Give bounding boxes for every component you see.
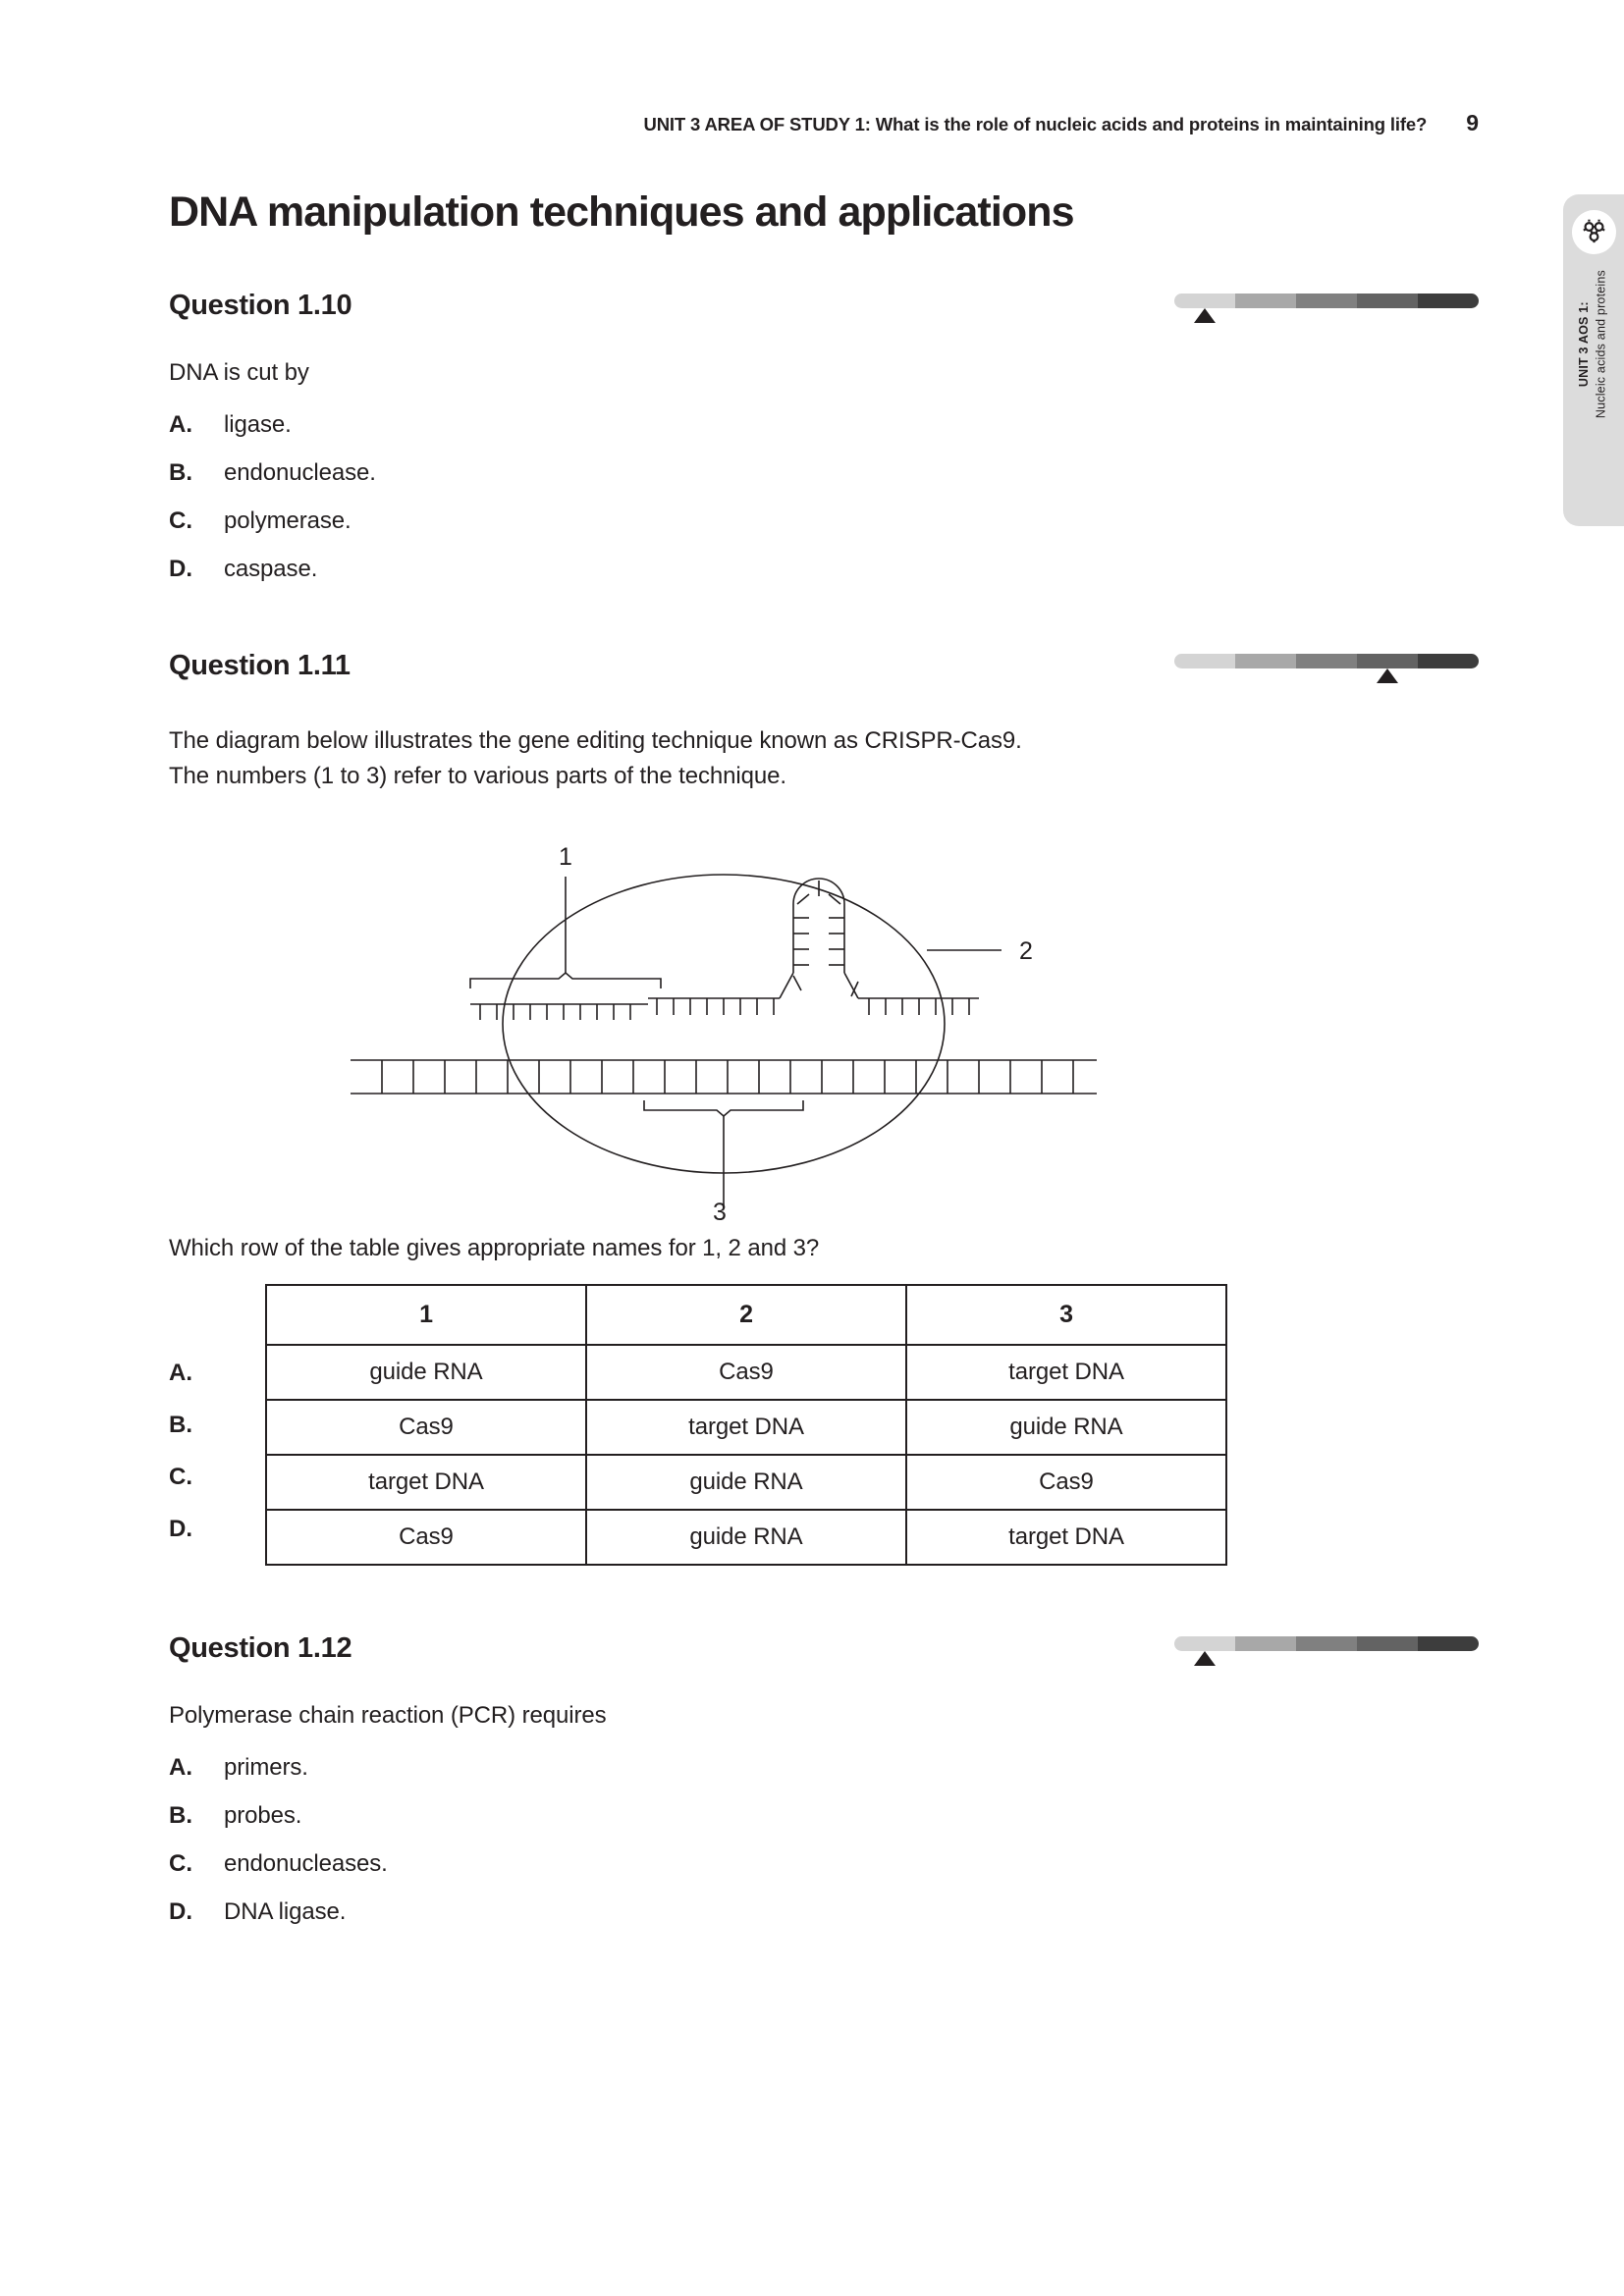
option-letter: C. — [169, 1850, 192, 1878]
option-text: caspase. — [224, 556, 318, 583]
difficulty-marker — [1194, 308, 1216, 323]
label-1-brace — [470, 973, 661, 988]
option-letter: D. — [169, 1898, 192, 1926]
difficulty-segment-1 — [1174, 1636, 1235, 1651]
option-text: primers. — [224, 1754, 308, 1782]
answer-table — [265, 1284, 1227, 1566]
option-letter: B. — [169, 459, 192, 487]
question-1-11 — [169, 650, 1455, 1566]
question-1-10-heading: Question 1.10 — [169, 290, 352, 322]
table-cell: Cas9 — [586, 1345, 906, 1400]
difficulty-segment-3 — [1296, 654, 1357, 668]
question-1-11-table-prompt: Which row of the table gives appropriate names for 1, 2 and 3? — [169, 1235, 820, 1262]
question-1-10 — [169, 290, 1455, 583]
option-row[interactable] — [169, 1802, 1455, 1830]
difficulty-marker — [1377, 668, 1398, 683]
table-row[interactable] — [266, 1455, 1226, 1510]
option-letter: B. — [169, 1802, 192, 1830]
table-cell: guide RNA — [586, 1510, 906, 1565]
grna-mid-ticks — [657, 998, 774, 1015]
question-1-11-heading: Question 1.11 — [169, 650, 351, 682]
table-cell: Cas9 — [266, 1400, 586, 1455]
option-row[interactable] — [169, 1898, 1455, 1926]
table-row-label-a: A. — [169, 1360, 192, 1387]
table-row-label-b: B. — [169, 1412, 192, 1439]
table-row-label-d: D. — [169, 1516, 192, 1543]
option-text: polymerase. — [224, 507, 352, 535]
table-cell: target DNA — [586, 1400, 906, 1455]
option-row[interactable] — [169, 411, 1455, 439]
figure-label-1: 1 — [559, 843, 572, 872]
hairpin-ticks-left — [793, 894, 809, 965]
table-row[interactable] — [266, 1400, 1226, 1455]
running-head-title: UNIT 3 AREA OF STUDY 1: What is the role of nucleic acids and proteins in maintaining life? — [643, 114, 1428, 134]
difficulty-segment-4 — [1357, 654, 1418, 668]
difficulty-segment-5 — [1418, 654, 1479, 668]
option-letter: C. — [169, 507, 192, 535]
question-1-12-heading: Question 1.12 — [169, 1632, 352, 1665]
table-row-label-c: C. — [169, 1464, 192, 1491]
crispr-cas9-figure — [169, 816, 1455, 1227]
question-1-10-options — [169, 411, 1455, 583]
answer-table-wrapper — [169, 1284, 1455, 1566]
option-row[interactable] — [169, 507, 1455, 535]
difficulty-bar — [1174, 294, 1479, 308]
difficulty-segment-2 — [1235, 654, 1296, 668]
table-header-cell: 1 — [266, 1285, 586, 1345]
difficulty-segment-3 — [1296, 294, 1357, 308]
question-1-11-stem-line-2: The numbers (1 to 3) refer to various parts of the technique. — [169, 763, 786, 790]
table-cell: target DNA — [906, 1345, 1226, 1400]
side-tab-text — [1577, 270, 1609, 418]
difficulty-bar — [1174, 654, 1479, 668]
difficulty-meter-1-10 — [1174, 294, 1479, 323]
side-tab-topic-label: Nucleic acids and proteins — [1595, 270, 1608, 419]
page-content — [169, 0, 1455, 1926]
table-header-row — [266, 1285, 1226, 1345]
table-row[interactable] — [266, 1510, 1226, 1565]
option-text: probes. — [224, 1802, 302, 1830]
difficulty-segment-2 — [1235, 294, 1296, 308]
table-cell: Cas9 — [266, 1510, 586, 1565]
table-row[interactable] — [266, 1345, 1226, 1400]
question-1-12-options — [169, 1754, 1455, 1926]
table-header-cell: 3 — [906, 1285, 1226, 1345]
question-1-10-stem: DNA is cut by — [169, 359, 309, 387]
table-header-cell: 2 — [586, 1285, 906, 1345]
difficulty-segment-1 — [1174, 294, 1235, 308]
difficulty-segment-1 — [1174, 654, 1235, 668]
difficulty-segment-5 — [1418, 1636, 1479, 1651]
table-cell: guide RNA — [906, 1400, 1226, 1455]
table-cell: target DNA — [906, 1510, 1226, 1565]
option-text: endonucleases. — [224, 1850, 388, 1878]
option-row[interactable] — [169, 1850, 1455, 1878]
option-text: endonuclease. — [224, 459, 376, 487]
grna-left-junction-tick — [793, 976, 801, 990]
grna-left-junction — [780, 973, 793, 998]
difficulty-marker — [1194, 1651, 1216, 1666]
difficulty-segment-2 — [1235, 1636, 1296, 1651]
hairpin-ticks-right — [829, 894, 844, 965]
table-cell: guide RNA — [586, 1455, 906, 1510]
page-number: 9 — [1466, 110, 1479, 135]
table-cell: Cas9 — [906, 1455, 1226, 1510]
molecule-icon — [1581, 219, 1607, 245]
dna-rungs — [382, 1060, 1073, 1094]
page-title: DNA manipulation techniques and applications — [169, 188, 1074, 236]
grna-right-ticks — [869, 998, 969, 1015]
difficulty-bar — [1174, 1636, 1479, 1651]
option-letter: D. — [169, 556, 192, 583]
option-row[interactable] — [169, 556, 1455, 583]
difficulty-meter-1-12 — [1174, 1636, 1479, 1666]
question-1-12 — [169, 1632, 1455, 1926]
option-letter: A. — [169, 1754, 192, 1782]
figure-label-2: 2 — [1019, 937, 1033, 966]
crispr-cas9-svg — [169, 816, 1455, 1208]
figure-label-3: 3 — [713, 1199, 727, 1227]
question-1-11-stem-line-1: The diagram below illustrates the gene editing technique known as CRISPR-Cas9. — [169, 727, 1022, 755]
difficulty-segment-4 — [1357, 1636, 1418, 1651]
option-row[interactable] — [169, 1754, 1455, 1782]
label-3-brace — [644, 1100, 803, 1116]
difficulty-meter-1-11 — [1174, 654, 1479, 683]
option-row[interactable] — [169, 459, 1455, 487]
question-1-12-stem: Polymerase chain reaction (PCR) requires — [169, 1702, 607, 1730]
table-cell: target DNA — [266, 1455, 586, 1510]
difficulty-segment-5 — [1418, 294, 1479, 308]
option-letter: A. — [169, 411, 192, 439]
option-text: ligase. — [224, 411, 292, 439]
difficulty-segment-3 — [1296, 1636, 1357, 1651]
difficulty-segment-4 — [1357, 294, 1418, 308]
side-tab-unit-label: UNIT 3 AOS 1: — [1577, 301, 1592, 387]
side-tab-icon-wrapper — [1572, 210, 1616, 254]
unit-side-tab[interactable] — [1563, 194, 1624, 526]
table-cell: guide RNA — [266, 1345, 586, 1400]
option-text: DNA ligase. — [224, 1898, 347, 1926]
